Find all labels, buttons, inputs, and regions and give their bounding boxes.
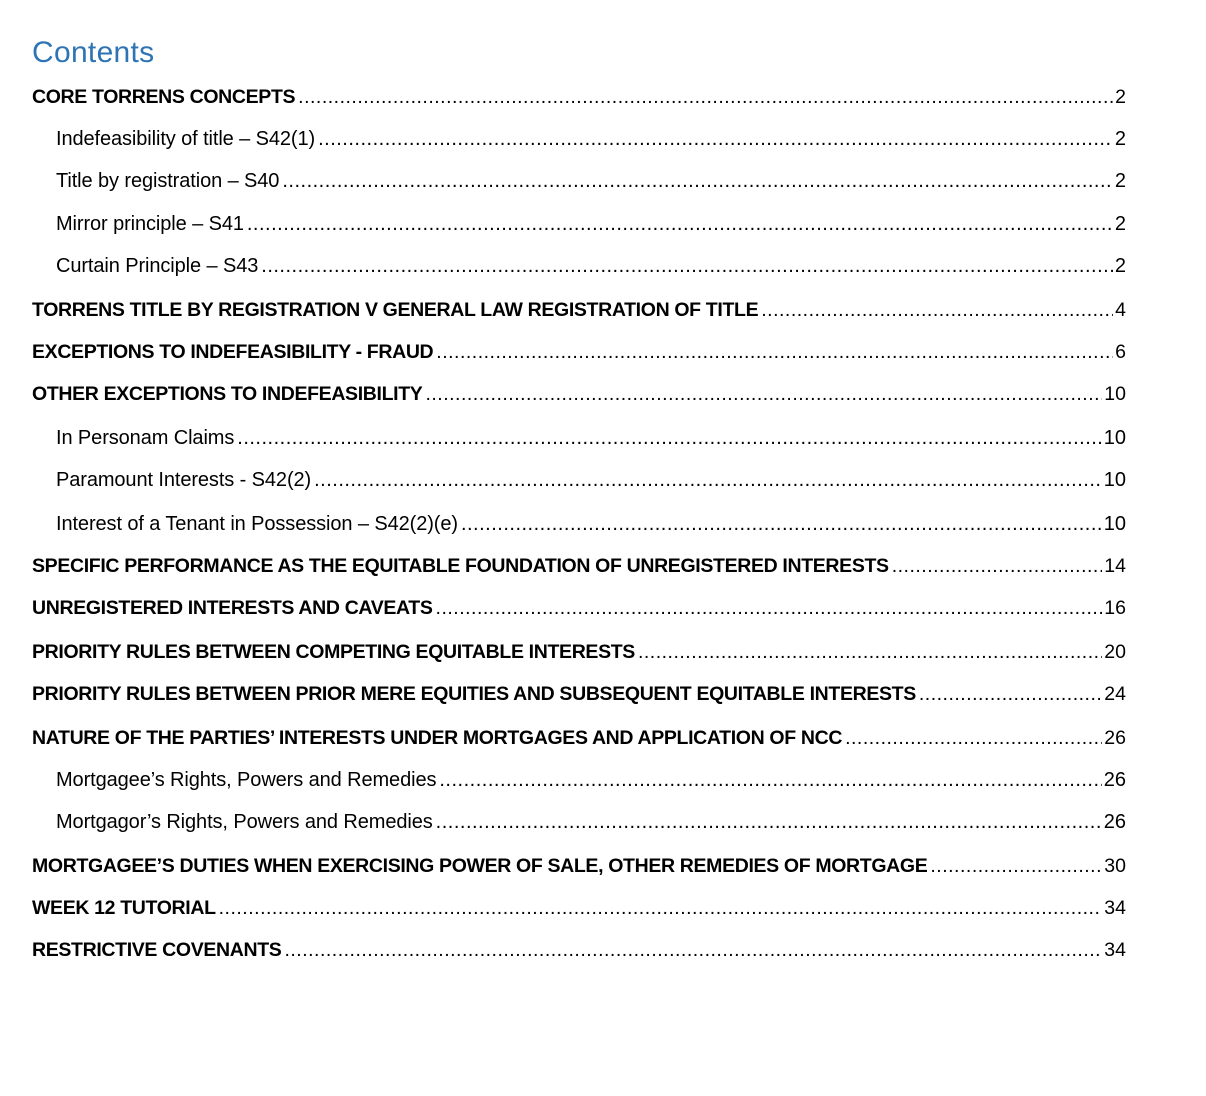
toc-entry-label: PRIORITY RULES BETWEEN PRIOR MERE EQUITIES AND SUBSEQUENT EQUITABLE INTERESTS <box>32 683 916 705</box>
dot-leader <box>436 808 1102 836</box>
toc-entry-page-number: 2 <box>1114 255 1126 277</box>
toc-entry-page-number: 2 <box>1114 128 1126 150</box>
toc-entry[interactable] <box>32 724 1126 752</box>
toc-entry[interactable] <box>32 638 1126 666</box>
toc-entry[interactable] <box>32 296 1126 324</box>
toc-entry[interactable] <box>56 252 1126 280</box>
dot-leader <box>892 552 1103 580</box>
dot-leader <box>219 894 1103 922</box>
toc-entry-page-number: 30 <box>1104 855 1126 877</box>
toc-entry-label: Title by registration – S40 <box>56 170 280 192</box>
toc-entry-label: EXCEPTIONS TO INDEFEASIBILITY - FRAUD <box>32 341 434 363</box>
toc-entry[interactable] <box>32 936 1126 964</box>
toc-entry[interactable] <box>32 83 1126 111</box>
dot-leader <box>436 594 1103 622</box>
dot-leader <box>638 638 1102 666</box>
toc-entry[interactable] <box>56 510 1126 538</box>
toc-entry-page-number: 10 <box>1103 513 1126 535</box>
toc-entry-label: Curtain Principle – S43 <box>56 255 259 277</box>
toc-entry-page-number: 14 <box>1104 555 1126 577</box>
toc-entry-label: CORE TORRENS CONCEPTS <box>32 86 296 108</box>
toc-entry-page-number: 6 <box>1115 341 1126 363</box>
toc-entry[interactable] <box>56 125 1126 153</box>
toc-entry-page-number: 26 <box>1103 769 1126 791</box>
toc-entry-page-number: 16 <box>1104 597 1126 619</box>
toc-entry-page-number: 4 <box>1115 299 1126 321</box>
toc-entry[interactable] <box>56 766 1126 794</box>
toc-entry-label: In Personam Claims <box>56 427 235 449</box>
dot-leader <box>298 83 1113 111</box>
toc-entry-page-number: 34 <box>1104 897 1126 919</box>
dot-leader <box>439 766 1101 794</box>
toc-entry-page-number: 10 <box>1103 469 1126 491</box>
toc-entry-page-number: 20 <box>1104 641 1126 663</box>
toc-entry-label: TORRENS TITLE BY REGISTRATION V GENERAL LAW REGISTRATION OF TITLE <box>32 299 759 321</box>
dot-leader <box>237 424 1101 452</box>
toc-entry-label: UNREGISTERED INTERESTS AND CAVEATS <box>32 597 433 619</box>
toc-entry[interactable] <box>32 852 1126 880</box>
toc-entry-page-number: 26 <box>1104 727 1126 749</box>
toc-entry-label: Interest of a Tenant in Possession – S42(2)(e) <box>56 513 458 535</box>
toc-entry-page-number: 24 <box>1104 683 1126 705</box>
toc-entry-label: Mirror principle – S41 <box>56 213 244 235</box>
dot-leader <box>318 125 1113 153</box>
toc-entry-label: WEEK 12 TUTORIAL <box>32 897 216 919</box>
dot-leader <box>282 167 1113 195</box>
toc-entry[interactable] <box>32 894 1126 922</box>
toc-entry-label: MORTGAGEE’S DUTIES WHEN EXERCISING POWER OF SALE, OTHER REMEDIES OF MORTGAGE <box>32 855 928 877</box>
dot-leader <box>930 852 1102 880</box>
toc-entry-label: Indefeasibility of title – S42(1) <box>56 128 316 150</box>
toc-title: Contents <box>32 36 155 69</box>
toc-entry-label: NATURE OF THE PARTIES’ INTERESTS UNDER MORTGAGES AND APPLICATION OF NCC <box>32 727 843 749</box>
dot-leader <box>425 380 1102 408</box>
dot-leader <box>261 252 1113 280</box>
dot-leader <box>461 510 1102 538</box>
toc-entry[interactable] <box>32 594 1126 622</box>
toc-entry[interactable] <box>56 424 1126 452</box>
toc-entry[interactable] <box>56 210 1126 238</box>
toc-entry-page-number: 2 <box>1115 86 1126 108</box>
toc-entry-label: RESTRICTIVE COVENANTS <box>32 939 282 961</box>
toc-entry-label: Mortgagor’s Rights, Powers and Remedies <box>56 811 433 833</box>
toc-entry[interactable] <box>32 380 1126 408</box>
toc-entry-page-number: 10 <box>1103 427 1126 449</box>
toc-entry-label: OTHER EXCEPTIONS TO INDEFEASIBILITY <box>32 383 423 405</box>
toc-entry-label: Paramount Interests - S42(2) <box>56 469 312 491</box>
toc-entry-page-number: 26 <box>1103 811 1126 833</box>
toc-entry[interactable] <box>32 338 1126 366</box>
dot-leader <box>314 466 1102 494</box>
toc-entry[interactable] <box>56 466 1126 494</box>
toc-entry[interactable] <box>32 680 1126 708</box>
dot-leader <box>761 296 1113 324</box>
toc-entry[interactable] <box>56 808 1126 836</box>
toc-entry-page-number: 2 <box>1114 170 1126 192</box>
toc-entry-page-number: 10 <box>1104 383 1126 405</box>
dot-leader <box>284 936 1102 964</box>
dot-leader <box>247 210 1113 238</box>
toc-entry-label: PRIORITY RULES BETWEEN COMPETING EQUITABLE INTERESTS <box>32 641 635 663</box>
toc-entry-page-number: 34 <box>1104 939 1126 961</box>
dot-leader <box>436 338 1113 366</box>
toc-entry-label: Mortgagee’s Rights, Powers and Remedies <box>56 769 437 791</box>
toc-entry-page-number: 2 <box>1114 213 1126 235</box>
toc-entry[interactable] <box>56 167 1126 195</box>
dot-leader <box>845 724 1102 752</box>
toc-entry[interactable] <box>32 552 1126 580</box>
toc-entry-label: SPECIFIC PERFORMANCE AS THE EQUITABLE FOUNDATION OF UNREGISTERED INTERESTS <box>32 555 889 577</box>
dot-leader <box>919 680 1102 708</box>
